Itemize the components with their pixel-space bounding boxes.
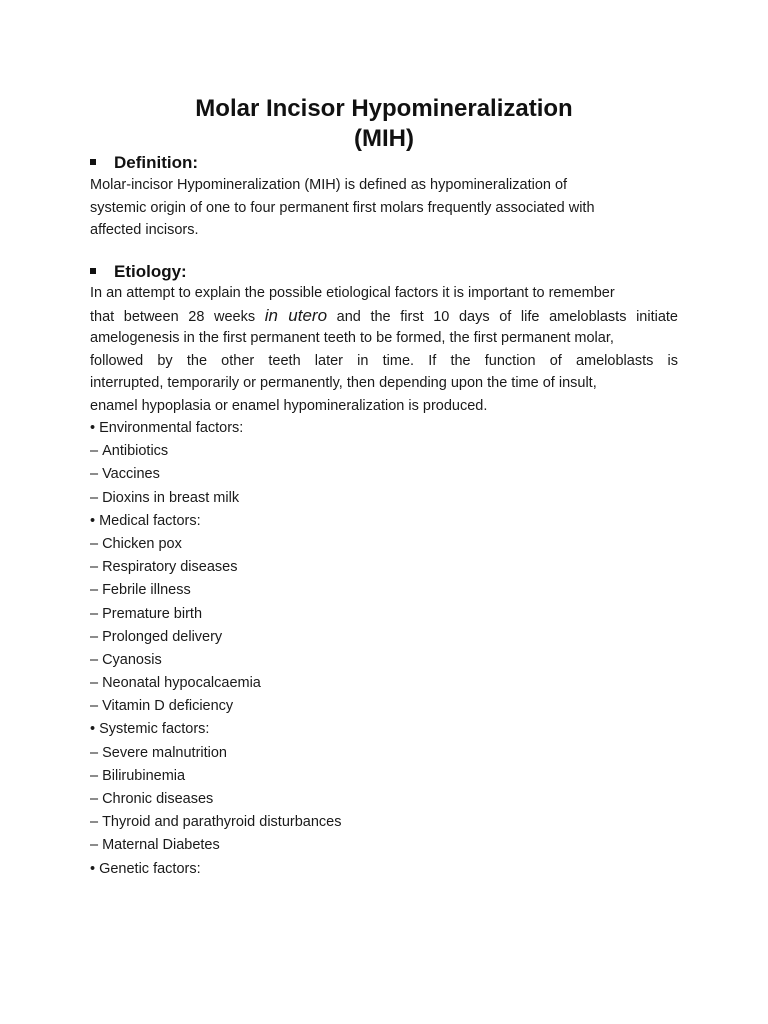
- square-bullet-icon: [90, 159, 96, 165]
- definition-line: Molar-incisor Hypomineralization (MIH) is defined as hypomineralization of: [90, 177, 568, 193]
- list-item-text: Cyanosis: [102, 651, 162, 668]
- list-item: [90, 579, 678, 602]
- list-marker: –: [90, 814, 99, 831]
- list-marker: –: [90, 489, 99, 506]
- etiology-heading-text: Etiology:: [114, 262, 187, 281]
- list-marker: –: [90, 698, 99, 715]
- list-item-text: Prolonged delivery: [102, 628, 223, 645]
- list-marker: –: [90, 767, 99, 784]
- list-item-text: Febrile illness: [102, 582, 191, 599]
- definition-heading: [90, 153, 198, 173]
- list-item-text: Bilirubinemia: [102, 767, 186, 784]
- definition-paragraph: [90, 174, 678, 242]
- list-marker: –: [90, 559, 99, 576]
- etiology-paragraph: [90, 282, 678, 417]
- list-marker: –: [90, 466, 99, 483]
- list-item: [90, 718, 678, 741]
- list-item: [90, 811, 678, 834]
- list-item: [90, 440, 678, 463]
- list-item: [90, 788, 678, 811]
- list-marker: –: [90, 837, 99, 854]
- etiology-line: followed by the other teeth later in time. If the function of ameloblasts is: [90, 352, 678, 369]
- etiology-heading: [90, 262, 187, 282]
- list-item-text: Neonatal hypocalcaemia: [102, 675, 261, 692]
- list-item-text: Thyroid and parathyroid disturbances: [102, 814, 342, 831]
- list-item: [90, 695, 678, 718]
- list-item-text: Vitamin D deficiency: [102, 698, 234, 715]
- list-item: [90, 463, 678, 486]
- list-item: [90, 672, 678, 695]
- list-marker: –: [90, 675, 99, 692]
- list-item: [90, 858, 678, 881]
- list-marker: •: [90, 860, 96, 877]
- list-item-text: Vaccines: [102, 466, 160, 483]
- list-item-text: Respiratory diseases: [102, 559, 238, 576]
- etiology-line-text: and the first 10 days of life ameloblasts initiate: [327, 308, 678, 325]
- definition-line: systemic origin of one to four permanent first molars frequently associated with: [90, 199, 595, 216]
- list-item: [90, 510, 678, 533]
- list-marker: –: [90, 744, 99, 761]
- list-item: [90, 603, 678, 626]
- list-item: [90, 556, 678, 579]
- list-item: [90, 649, 678, 672]
- etiology-line: [90, 305, 678, 328]
- list-marker: –: [90, 605, 99, 622]
- list-item-text: Genetic factors:: [99, 860, 201, 877]
- etiology-line: enamel hypoplasia or enamel hypomineralization is produced.: [90, 397, 488, 414]
- list-item: [90, 626, 678, 649]
- etiology-line: interrupted, temporarily or permanently, then depending upon the time of insult,: [90, 375, 597, 391]
- document-subtitle: (MIH): [354, 125, 414, 152]
- list-item-text: Maternal Diabetes: [102, 837, 220, 854]
- definition-line: affected incisors.: [90, 222, 199, 238]
- factors-list: [90, 417, 678, 881]
- list-item: [90, 417, 678, 440]
- list-item-text: Environmental factors:: [99, 420, 244, 436]
- list-item: [90, 487, 678, 510]
- list-item: [90, 834, 678, 857]
- list-item-text: Antibiotics: [102, 443, 169, 460]
- list-marker: •: [90, 721, 96, 738]
- list-marker: –: [90, 651, 99, 668]
- list-item: [90, 742, 678, 765]
- etiology-line-text: that between 28 weeks: [90, 308, 265, 325]
- definition-heading-text: Definition:: [114, 153, 199, 172]
- list-marker: –: [90, 443, 99, 460]
- list-item-text: Chronic diseases: [102, 791, 214, 807]
- list-item: [90, 533, 678, 556]
- etiology-line: amelogenesis in the first permanent teeth to be formed, the first permanent molar,: [90, 330, 614, 346]
- document-title: Molar Incisor Hypomineralization: [195, 95, 573, 122]
- square-bullet-icon: [90, 268, 96, 274]
- list-marker: –: [90, 582, 99, 599]
- list-item-text: Medical factors:: [99, 512, 201, 529]
- list-marker: –: [90, 628, 99, 645]
- list-item: [90, 765, 678, 788]
- list-item-text: Premature birth: [102, 605, 203, 622]
- etiology-line: In an attempt to explain the possible etiological factors it is important to remember: [90, 285, 615, 301]
- list-item-text: Severe malnutrition: [102, 744, 227, 761]
- in-utero-italic: in utero: [264, 305, 328, 325]
- list-marker: •: [90, 420, 96, 436]
- list-marker: –: [90, 791, 99, 807]
- list-marker: •: [90, 512, 96, 529]
- list-item-text: Chicken pox: [102, 535, 182, 552]
- list-item-text: Systemic factors:: [99, 721, 210, 738]
- list-marker: –: [90, 535, 99, 552]
- list-item-text: Dioxins in breast milk: [102, 489, 240, 506]
